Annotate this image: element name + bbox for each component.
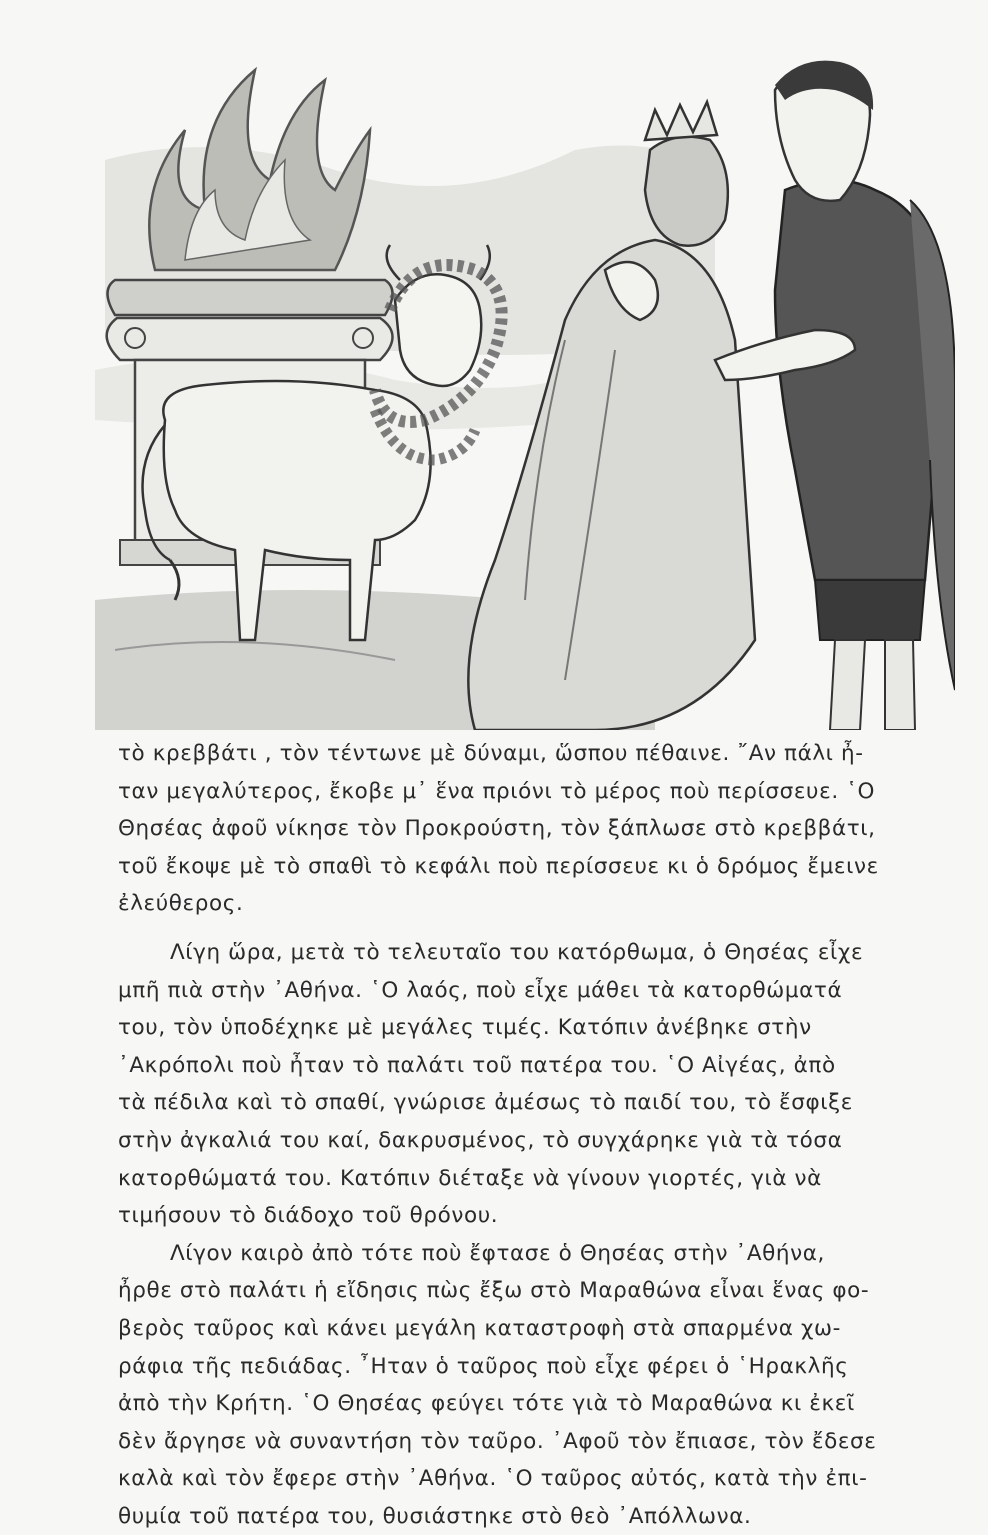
text-line: Θησέας ἀφοῦ νίκησε τὸν Προκρούστη, τὸν ξάπλωσε στὸ κρεββάτι, <box>118 816 876 842</box>
text-line: στὴν ἀγκαλιά του καί, δακρυσμένος, τὸ συγχάρηκε γιὰ τὰ τόσα <box>118 1127 843 1153</box>
text-line: τὸ κρεββάτι , τὸν τέντωνε μὲ δύναμι, ὥσπου πέθαινε. ῎Αν πάλι ἦ- <box>118 741 864 766</box>
text-line: ράφια τῆς πεδιάδας. ῏Ηταν ὁ ταῦρος ποὺ εἶχε φέρει ὁ ῾Ηρακλῆς <box>118 1353 849 1379</box>
text-line: ᾽Ακρόπολι ποὺ ἦταν τὸ παλάτι τοῦ πατέρα του. ῾Ο Αἰγέας, ἀπὸ <box>118 1052 836 1078</box>
text-line: ἐλεύθερος. <box>118 891 244 917</box>
text-line: τιμήσουν τὸ διάδοχο τοῦ θρόνου. <box>118 1203 499 1229</box>
paragraph-3 <box>118 1235 938 1535</box>
text-line: θυμία τοῦ πατέρα του, θυσιάστηκε στὸ θεὸ ᾽Απόλλωνα. <box>118 1503 752 1529</box>
text-line: ταν μεγαλύτερος, ἔκοβε μ᾽ ἕνα πριόνι τὸ μέρος ποὺ περίσσευε. ῾Ο <box>118 778 876 804</box>
paragraph-2 <box>118 934 938 1235</box>
text-line: δὲν ἄργησε νὰ συναντήση τὸν ταῦρο. ᾽Αφοῦ τὸν ἔπιασε, τὸν ἔδεσε <box>118 1428 877 1454</box>
text-line: τοῦ ἔκοψε μὲ τὸ σπαθὶ τὸ κεφάλι ποὺ περίσσευε κι ὁ δρόμος ἔμεινε <box>118 853 879 879</box>
text-line: Λίγη ὥρα, μετὰ τὸ τελευταῖο του κατόρθωμα, ὁ Θησέας εἶχε <box>170 939 864 965</box>
paragraph-1 <box>118 735 938 923</box>
body-text <box>118 735 938 1535</box>
text-line: ἀπὸ τὴν Κρήτη. ῾Ο Θησέας φεύγει τότε γιὰ τὸ Μαραθώνα κι ἐκεῖ <box>118 1391 855 1417</box>
text-line: τὰ πέδιλα καὶ τὸ σπαθί, γνώρισε ἀμέσως τὸ παιδί του, τὸ ἔσφιξε <box>118 1090 853 1116</box>
text-line: ἦρθε στὸ παλάτι ἡ εἴδησις πὼς ἔξω στὸ Μαραθώνα εἶναι ἕνας φο- <box>118 1278 870 1304</box>
text-line: καλὰ καὶ τὸν ἔφερε στὴν ᾽Αθήνα. ῾Ο ταῦρος αὐτός, κατὰ τὴν ἐπι- <box>118 1466 868 1492</box>
text-line: του, τὸν ὑποδέχηκε μὲ μεγάλες τιμές. Κατόπιν ἀνέβηκε στὴν <box>118 1015 812 1041</box>
theseus-aegeus-reunion-illustration <box>95 40 955 730</box>
illustration <box>95 40 955 730</box>
text-line: μπῆ πιὰ στὴν ᾽Αθήνα. ῾Ο λαός, ποὺ εἶχε μάθει τὰ κατορθώματά <box>118 977 843 1003</box>
text-line: Λίγον καιρὸ ἀπὸ τότε ποὺ ἔφτασε ὁ Θησέας στὴν ᾽Αθήνα, <box>170 1240 825 1266</box>
text-line: βερὸς ταῦρος καὶ κάνει μεγάλη καταστροφὴ στὰ σπαρμένα χω- <box>118 1315 841 1341</box>
text-line: κατορθώματά του. Κατόπιν διέταξε νὰ γίνουν γιορτές, γιὰ νὰ <box>118 1165 822 1191</box>
